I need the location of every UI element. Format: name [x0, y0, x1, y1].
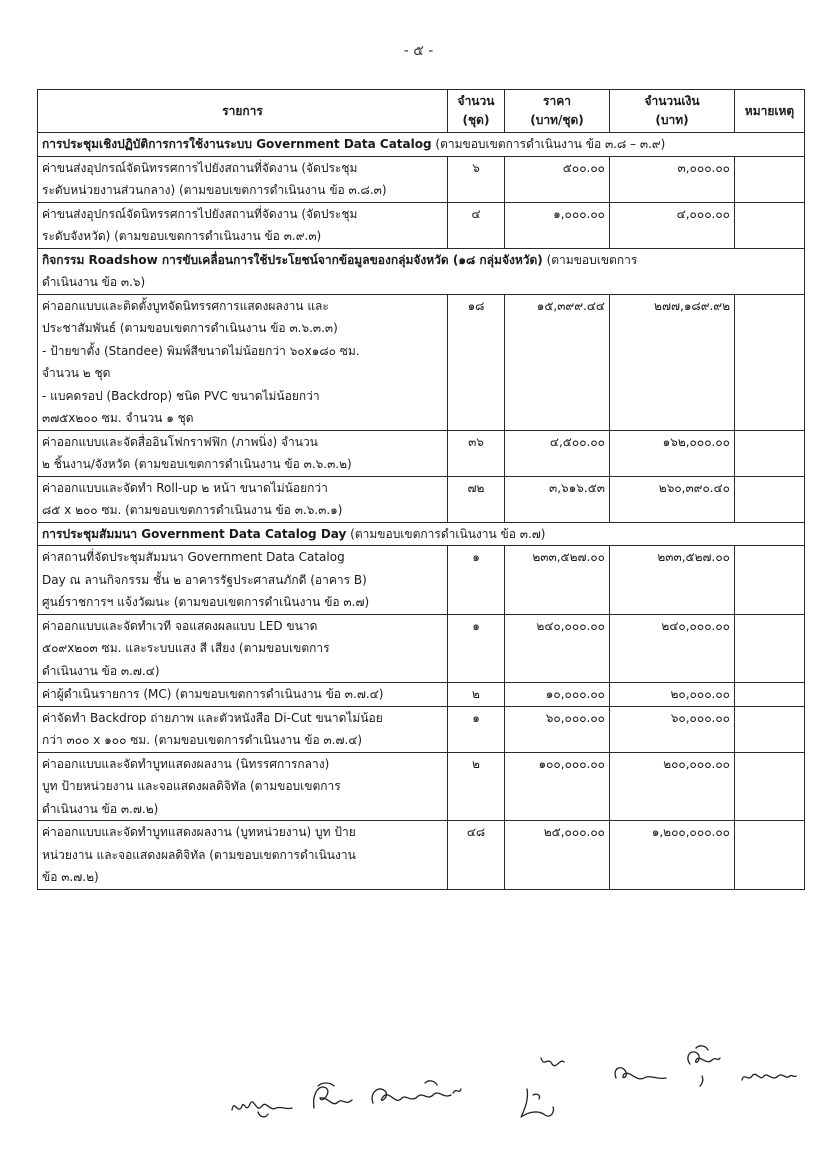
item-unit-price: ๓,๖๑๖.๕๓ [505, 476, 610, 522]
item-line: ข้อ ๓.๗.๒) [42, 870, 99, 884]
header-amount: จำนวนเงิน (บาท) [610, 90, 735, 133]
item-description [38, 294, 448, 430]
section-heading-text: กิจกรรม Roadshow การขับเคลื่อนการใช้ประโยชน์จากข้อมูลของกลุ่มจังหวัด (๑๘ กลุ่มจังหวัด) [42, 252, 543, 267]
section-scope-note: ดำเนินงาน ข้อ ๓.๖) [42, 275, 146, 289]
signature-5 [538, 1052, 568, 1074]
item-line: ดำเนินงาน ข้อ ๓.๗.๒) [42, 801, 159, 816]
item-unit-price: ๒๓๓,๕๒๗.๐๐ [505, 546, 610, 615]
item-quantity: ๑ [448, 614, 505, 683]
signature-1 [228, 1088, 298, 1122]
item-line: ค่าออกแบบและจัดทำเวที จอแสดงผลแบบ LED ขนาด [42, 618, 318, 633]
item-remark [735, 683, 805, 707]
item-remark [735, 821, 805, 890]
item-description [38, 683, 448, 707]
item-remark [735, 294, 805, 430]
item-amount: ๑๖๒,๐๐๐.๐๐ [610, 430, 735, 476]
item-description [38, 202, 448, 248]
signature-7 [676, 1042, 726, 1092]
item-line: จำนวน ๒ ชุด [42, 366, 111, 380]
item-line: ค่าออกแบบและจัดสื่ออินโฟกราฟฟิก (ภาพนิ่ง) จำนวน [42, 434, 318, 449]
section-row [38, 248, 805, 294]
item-line: ๒ ชิ้นงาน/จังหวัด (ตามขอบเขตการดำเนินงาน ข้อ ๓.๖.๓.๒) [42, 457, 352, 471]
item-quantity: ๑ [448, 546, 505, 615]
section-line [42, 249, 800, 272]
item-amount: ๒๓๓,๕๒๗.๐๐ [610, 546, 735, 615]
item-amount: ๒๗๗,๑๘๙.๙๒ [610, 294, 735, 430]
item-line: ค่าออกแบบและจัดทำ Roll-up ๒ หน้า ขนาดไม่น้อยกว่า [42, 480, 328, 495]
item-line: หน่วยงาน และจอแสดงผลดิจิทัล (ตามขอบเขตการดำเนินงาน [42, 847, 356, 862]
item-line: - แบคดรอป (Backdrop) ชนิด PVC ขนาดไม่น้อยกว่า [42, 388, 320, 403]
section-title [38, 133, 805, 157]
item-description [38, 706, 448, 752]
item-line: ประชาสัมพันธ์ (ตามขอบเขตการดำเนินงาน ข้อ ๓.๖.๓.๓) [42, 321, 338, 335]
section-row [38, 522, 805, 546]
section-line [42, 523, 800, 546]
section-scope-note: (ตามขอบเขตการดำเนินงาน ข้อ ๓.๗) [346, 526, 546, 541]
item-quantity: ๗๒ [448, 476, 505, 522]
item-amount: ๒๐,๐๐๐.๐๐ [610, 683, 735, 707]
table-row [38, 706, 805, 752]
item-line: ค่าขนส่งอุปกรณ์จัดนิทรรศการไปยังสถานที่จัดงาน (จัดประชุม [42, 206, 358, 221]
item-line: ระดับจังหวัด) (ตามขอบเขตการดำเนินงาน ข้อ ๓.๙.๓) [42, 229, 322, 243]
item-quantity: ๖ [448, 156, 505, 202]
table-row [38, 546, 805, 615]
signature-6 [610, 1060, 670, 1088]
item-unit-price: ๑๕,๓๙๙.๔๔ [505, 294, 610, 430]
signature-3 [365, 1075, 465, 1117]
table-row [38, 294, 805, 430]
budget-table [37, 89, 805, 890]
header-remark: หมายเหตุ [735, 90, 805, 133]
section-scope-note: (ตามขอบเขตการดำเนินงาน ข้อ ๓.๘ – ๓.๙) [431, 137, 666, 151]
section-title [38, 248, 805, 294]
section-title [38, 522, 805, 546]
item-quantity: ๔ [448, 202, 505, 248]
item-line: ศูนย์ราชการฯ แจ้งวัฒนะ (ตามขอบเขตการดำเนินงาน ข้อ ๓.๗) [42, 595, 370, 609]
item-unit-price: ๕๐๐.๐๐ [505, 156, 610, 202]
table-row [38, 430, 805, 476]
item-line: ๕๐๙x๒๐๓ ซม. และระบบแสง สี เสียง (ตามขอบเขตการ [42, 641, 330, 655]
item-line: ค่าจัดทำ Backdrop ถ่ายภาพ และตัวหนังสือ Di-Cut ขนาดไม่น้อย [42, 710, 383, 725]
item-quantity: ๒ [448, 752, 505, 821]
item-remark [735, 706, 805, 752]
item-line: ค่าสถานที่จัดประชุมสัมมนา Government Data Catalog [42, 550, 345, 564]
table-row [38, 821, 805, 890]
item-quantity: ๓๖ [448, 430, 505, 476]
signature-2 [308, 1078, 360, 1118]
item-line: ระดับหน่วยงานส่วนกลาง) (ตามขอบเขตการดำเนินงาน ข้อ ๓.๘.๓) [42, 183, 387, 197]
item-quantity: ๑ [448, 706, 505, 752]
page-number: - ๕ - [403, 43, 434, 59]
item-unit-price: ๒๕,๐๐๐.๐๐ [505, 821, 610, 890]
table-row [38, 683, 805, 707]
section-line [42, 271, 800, 294]
item-line: - ป้ายขาตั้ง (Standee) พิมพ์สีขนาดไม่น้อยกว่า ๖๐x๑๘๐ ซม. [42, 343, 360, 358]
item-line: ๓๗๕x๒๐๐ ซม. จำนวน ๑ ชุด [42, 411, 194, 425]
item-amount: ๒๖๐,๓๙๐.๔๐ [610, 476, 735, 522]
item-unit-price: ๖๐,๐๐๐.๐๐ [505, 706, 610, 752]
item-remark [735, 546, 805, 615]
item-amount: ๒๔๐,๐๐๐.๐๐ [610, 614, 735, 683]
item-description [38, 156, 448, 202]
item-description [38, 546, 448, 615]
item-line: บูท ป้ายหน่วยงาน และจอแสดงผลดิจิทัล (ตามขอบเขตการ [42, 779, 341, 793]
section-line [42, 133, 800, 156]
item-description [38, 476, 448, 522]
signature-8 [738, 1064, 800, 1088]
item-amount: ๔,๐๐๐.๐๐ [610, 202, 735, 248]
section-heading-text: การประชุมเชิงปฏิบัติการการใช้งานระบบ Government Data Catalog [42, 137, 432, 151]
item-description [38, 821, 448, 890]
item-description [38, 614, 448, 683]
table-row [38, 476, 805, 522]
signature-4 [515, 1085, 560, 1123]
item-amount: ๓,๐๐๐.๐๐ [610, 156, 735, 202]
header-quantity: จำนวน (ชุด) [448, 90, 505, 133]
item-unit-price: ๑๐,๐๐๐.๐๐ [505, 683, 610, 707]
item-line: กว่า ๓๐๐ x ๑๐๐ ซม. (ตามขอบเขตการดำเนินงาน ข้อ ๓.๗.๔) [42, 733, 363, 747]
table-row [38, 614, 805, 683]
item-remark [735, 476, 805, 522]
item-remark [735, 202, 805, 248]
section-scope-note: (ตามขอบเขตการ [542, 252, 638, 267]
item-line: ค่าออกแบบและติดตั้งบูทจัดนิทรรศการแสดงผลงาน และ [42, 298, 329, 313]
item-quantity: ๒ [448, 683, 505, 707]
item-line: ค่าผู้ดำเนินรายการ (MC) (ตามขอบเขตการดำเนินงาน ข้อ ๓.๗.๔) [42, 687, 384, 701]
item-unit-price: ๒๔๐,๐๐๐.๐๐ [505, 614, 610, 683]
section-row [38, 133, 805, 157]
table-row [38, 156, 805, 202]
item-unit-price: ๑๐๐,๐๐๐.๐๐ [505, 752, 610, 821]
item-quantity: ๔๘ [448, 821, 505, 890]
item-remark [735, 614, 805, 683]
item-remark [735, 156, 805, 202]
item-line: ค่าขนส่งอุปกรณ์จัดนิทรรศการไปยังสถานที่จัดงาน (จัดประชุม [42, 160, 358, 175]
item-line: ค่าออกแบบและจัดทำบูทแสดงผลงาน (นิทรรศการกลาง) [42, 756, 330, 771]
header-item: รายการ [38, 90, 448, 133]
item-amount: ๖๐,๐๐๐.๐๐ [610, 706, 735, 752]
item-description [38, 752, 448, 821]
item-amount: ๒๐๐,๐๐๐.๐๐ [610, 752, 735, 821]
section-heading-text: การประชุมสัมมนา Government Data Catalog Day [42, 526, 347, 541]
item-remark [735, 430, 805, 476]
table-header-row [38, 90, 805, 133]
header-price: ราคา (บาท/ชุด) [505, 90, 610, 133]
item-amount: ๑,๒๐๐,๐๐๐.๐๐ [610, 821, 735, 890]
item-unit-price: ๑,๐๐๐.๐๐ [505, 202, 610, 248]
table-row [38, 202, 805, 248]
item-description [38, 430, 448, 476]
item-quantity: ๑๘ [448, 294, 505, 430]
item-line: ดำเนินงาน ข้อ ๓.๗.๔) [42, 663, 160, 678]
item-line: ๘๕ x ๒๐๐ ซม. (ตามขอบเขตการดำเนินงาน ข้อ ๓.๖.๓.๑) [42, 503, 343, 517]
item-unit-price: ๔,๕๐๐.๐๐ [505, 430, 610, 476]
item-remark [735, 752, 805, 821]
item-line: ค่าออกแบบและจัดทำบูทแสดงผลงาน (บูทหน่วยงาน) บูท ป้าย [42, 825, 356, 839]
table-row [38, 752, 805, 821]
table-body [38, 133, 805, 890]
item-line: Day ณ ลานกิจกรรม ชั้น ๒ อาคารรัฐประศาสนภักดี (อาคาร B) [42, 572, 367, 587]
